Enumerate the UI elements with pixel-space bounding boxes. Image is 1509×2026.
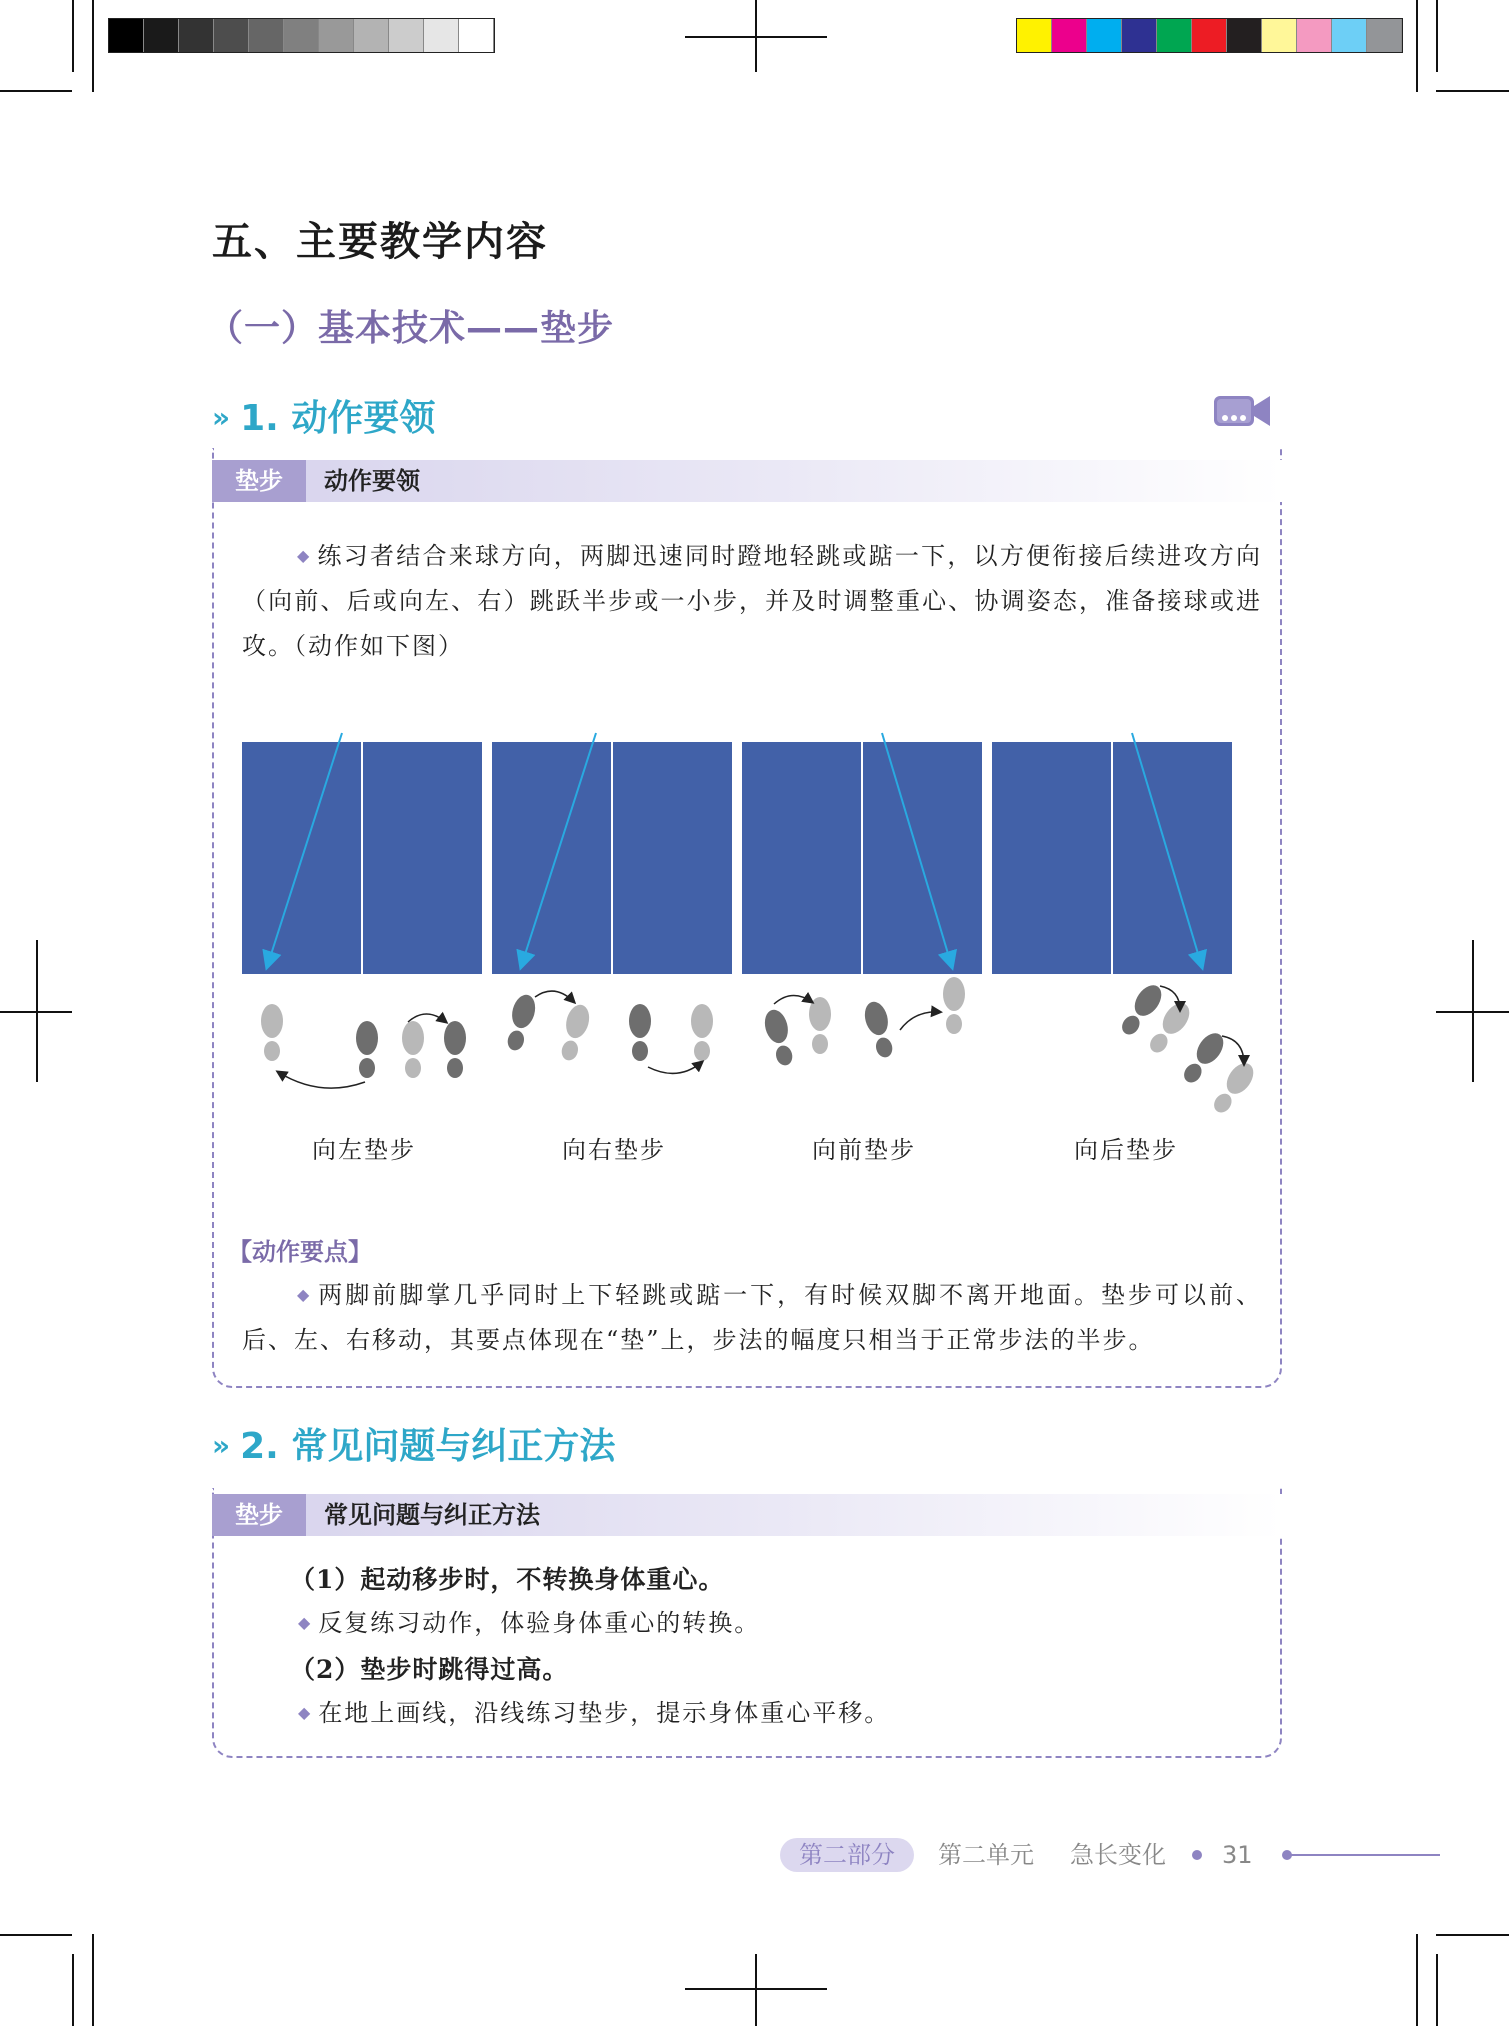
footer-unit: 第二单元 [938, 1841, 1034, 1869]
page-heading: 五、主要教学内容 [212, 218, 548, 265]
footprints-forward [761, 977, 965, 1068]
section-title-1: 1. 动作要领 [240, 398, 436, 439]
fix-1-text: 反复练习动作，体验身体重心的转换。 [318, 1609, 761, 1637]
key-points-label: 【动作要点】 [228, 1238, 372, 1266]
chevron-icon: » [212, 1429, 231, 1462]
problem-2: （2）垫步时跳得过高。 [290, 1655, 569, 1684]
diamond-bullet-icon: ◆ [298, 1613, 313, 1632]
footprints-right [503, 991, 713, 1073]
footprints-backward [1116, 980, 1259, 1117]
ball-trajectory-forward [882, 733, 952, 967]
key-points-paragraph [242, 1272, 1262, 1363]
footer-rule [1290, 1854, 1440, 1856]
fix-2-text: 在地上画线，沿线练习垫步，提示身体重心平移。 [318, 1699, 891, 1727]
box-title: 常见问题与纠正方法 [324, 1501, 540, 1529]
ball-trajectory-left [267, 733, 342, 967]
section-heading-2 [212, 1418, 615, 1469]
footer-unit-title: 急长变化 [1070, 1841, 1166, 1869]
chevron-icon: » [212, 401, 231, 434]
ball-trajectory-backward [1132, 733, 1202, 967]
problems-box-header [212, 1494, 1282, 1536]
diamond-bullet-icon: ◆ [298, 1703, 313, 1722]
fix-1 [298, 1600, 1248, 1646]
page-number: 31 [1222, 1841, 1253, 1869]
footer-dot-icon [1192, 1850, 1202, 1860]
caption-left-step: 向左垫步 [312, 1136, 416, 1164]
diamond-bullet-icon: ◆ [297, 546, 312, 565]
footprints-left [261, 1004, 466, 1088]
caption-forward-step: 向前垫步 [812, 1136, 916, 1164]
caption-backward-step: 向后垫步 [1074, 1136, 1178, 1164]
diamond-bullet-icon: ◆ [297, 1285, 313, 1304]
caption-right-step: 向右垫步 [562, 1136, 666, 1164]
ball-trajectory-right [521, 733, 596, 967]
key-points-text: 两脚前脚掌几乎同时上下轻跳或踮一下，有时候双脚不离开地面。垫步可以前、后、左、右移动，其要点体现在“垫”上，步法的幅度只相当于正常步法的半步。 [242, 1281, 1262, 1354]
subsection-heading: （一）基本技术——垫步 [207, 308, 615, 349]
fix-2 [298, 1690, 1248, 1736]
box-tag: 垫步 [212, 1494, 306, 1536]
box-tag: 垫步 [212, 460, 306, 502]
section-title-2: 2. 常见问题与纠正方法 [240, 1426, 616, 1467]
box-title: 动作要领 [324, 467, 420, 495]
footer-part-pill: 第二部分 [780, 1838, 914, 1872]
intro-text: 练习者结合来球方向，两脚迅速同时蹬地轻跳或踮一下，以方便衔接后续进攻方向（向前、后或向左、右）跳跃半步或一小步，并及时调整重心、协调姿态，准备接球或进攻。（动作如下图） [242, 542, 1262, 660]
problem-1: （1）起动移步时，不转换身体重心。 [290, 1565, 725, 1594]
